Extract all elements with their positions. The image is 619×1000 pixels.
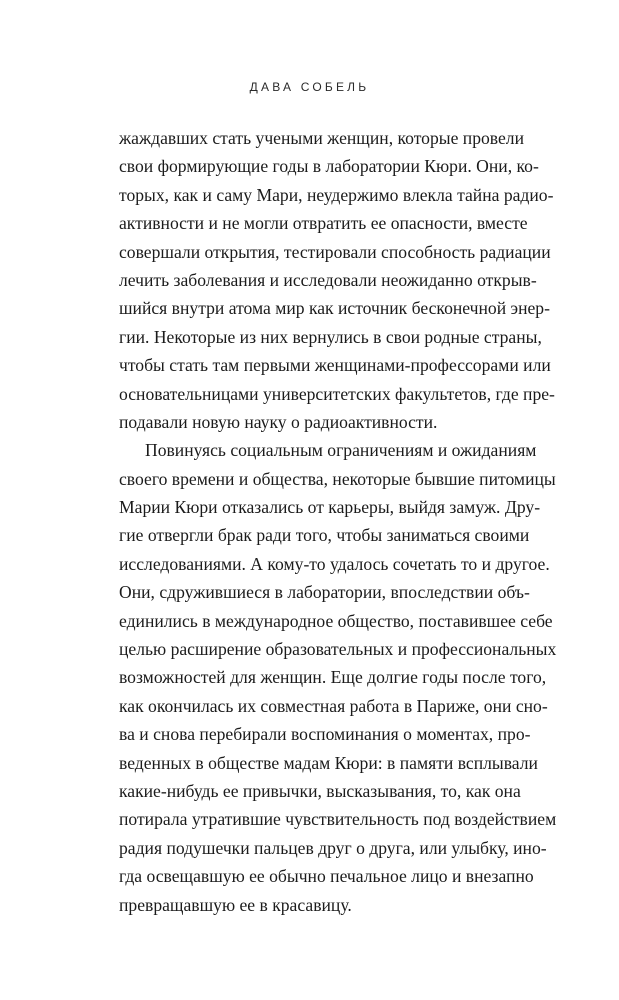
text-line: радия подушечки пальцев друг о друга, или улыбку, ино- [119,837,547,858]
text-line: целью расширение образовательных и профессиональных [119,639,557,660]
text-line: торых, как и саму Мари, неудержимо влекла тайна радио- [119,184,554,205]
text-line: Повинуясь социальным ограничениям и ожиданиям [145,440,537,461]
text-line: шийся внутри атома мир как источник бесконечной энер- [119,298,550,319]
text-line: свои формирующие годы в лаборатории Кюри. Они, ко- [119,156,539,177]
text-line: совершали открытия, тестировали способность радиации [119,241,551,262]
text-line: гие отвергли брак ради того, чтобы заниматься своими [119,525,530,546]
text-line: подавали новую науку о радиоактивности. [119,411,438,432]
text-line: активности и не могли отвратить ее опасности, вместе [119,213,528,234]
text-line: возможностей для женщин. Еще долгие годы после того, [119,667,547,688]
text-line: превращавшую ее в красавицу. [119,894,352,915]
text-line: основательницами университетских факультетов, где пре- [119,383,555,404]
text-line: чтобы стать там первыми женщинами-профессорами или [119,355,551,376]
text-line: потирала утратившие чувствительность под воздействием [119,809,557,830]
text-line: веденных в обществе мадам Кюри: в памяти всплывали [119,752,538,773]
text-line: гда освещавшую ее обычно печальное лицо и внезапно [119,866,534,887]
text-line: Марии Кюри отказались от карьеры, выйдя замуж. Дру- [119,497,541,518]
text-line: какие-нибудь ее привычки, высказывания, то, как она [119,780,521,801]
text-line: гии. Некоторые из них вернулись в свои родные страны, [119,326,542,347]
text-line: своего времени и общества, некоторые бывшие питомицы [119,468,556,489]
text-line: как окончилась их совместная работа в Париже, они сно- [119,695,548,716]
body-text [119,124,557,919]
text-line: жаждавших стать учеными женщин, которые провели [119,128,524,148]
text-line: лечить заболевания и исследовали неожиданно открыв- [119,269,537,290]
text-line: ва и снова перебирали воспоминания о моментах, про- [119,724,531,745]
text-line: Они, сдружившиеся в лаборатории, впоследствии объ- [119,582,530,603]
text-line: единились в международное общество, поставившее себе [119,610,553,631]
text-line: исследованиями. А кому-то удалось сочетать то и другое. [119,553,550,574]
running-head: ДАВА СОБЕЛЬ [249,80,370,94]
paragraph-2 [119,436,557,919]
paragraph-1 [119,124,555,436]
